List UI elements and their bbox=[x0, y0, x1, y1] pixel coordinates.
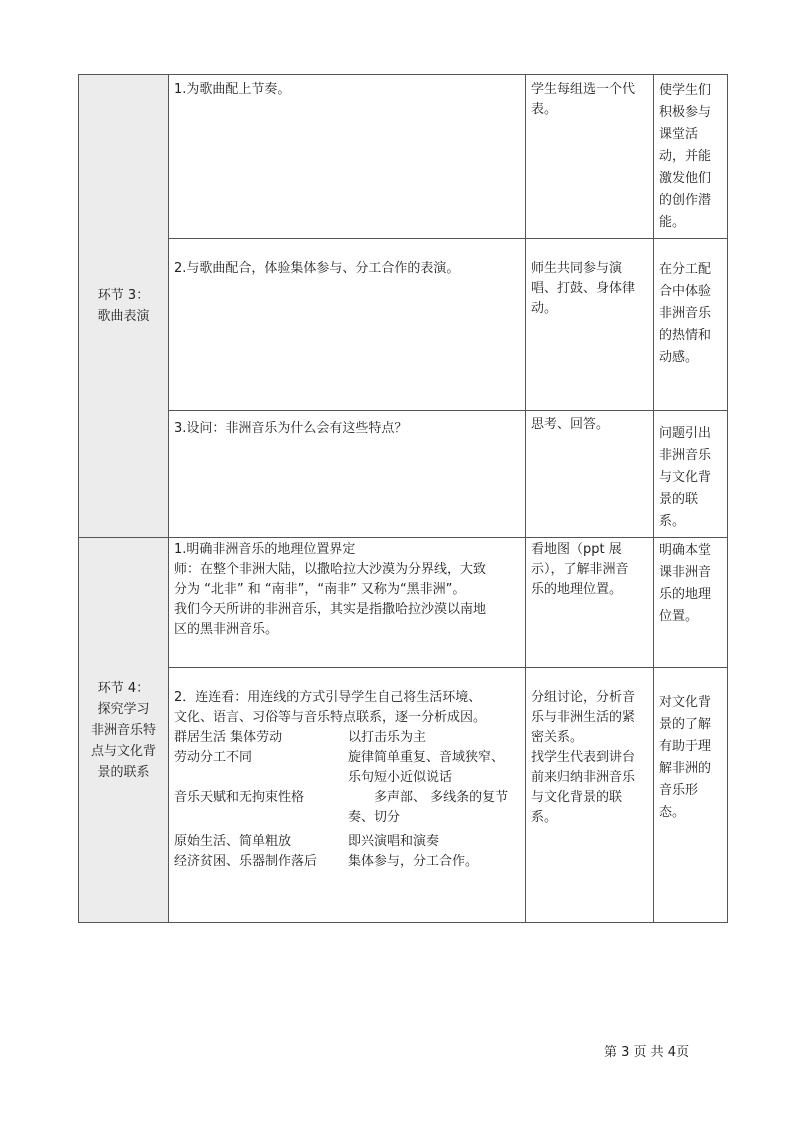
section-title-line: 探究学习 bbox=[97, 701, 150, 717]
student-line: 找学生代表到讲台 bbox=[531, 750, 636, 765]
purpose-line: 对文化背 bbox=[659, 695, 712, 710]
purpose-line: 解非洲的 bbox=[659, 761, 712, 776]
match-right-item: 以打击乐为主 bbox=[348, 730, 427, 745]
purpose-line: 景的联 bbox=[659, 492, 699, 507]
purpose-line: 与文化背 bbox=[659, 470, 712, 485]
student-line: 表。 bbox=[531, 102, 558, 117]
student-activity bbox=[526, 75, 654, 239]
student-line: 学生每组选一个代 bbox=[531, 82, 636, 97]
activity-content bbox=[169, 411, 526, 538]
match-pair bbox=[174, 788, 521, 808]
match-right-item: 旋律简单重复、音域狭窄、 bbox=[348, 750, 505, 765]
section-title-line: 非洲音乐特 bbox=[90, 722, 156, 738]
purpose-line: 使学生们 bbox=[659, 83, 712, 98]
content-line: 分为 “北非” 和 “南非”，“南非” 又称为“黑非洲”。 bbox=[174, 582, 466, 597]
table-row bbox=[79, 239, 728, 411]
purpose-line: 音乐形 bbox=[659, 783, 699, 798]
purpose-line: 景的了解 bbox=[659, 717, 712, 732]
purpose-line: 课堂活 bbox=[659, 127, 699, 142]
content-line: 我们今天所讲的非洲音乐，其实是指撒哈拉沙漠以南地 bbox=[174, 602, 487, 617]
section-title-line: 歌曲表演 bbox=[97, 309, 150, 324]
student-line: 分组讨论，分析音 bbox=[531, 690, 636, 705]
section-title-line: 环节 3： bbox=[97, 288, 150, 303]
match-pair bbox=[174, 808, 521, 828]
student-line: 看地图（ppt 展 bbox=[531, 542, 622, 557]
table-row bbox=[79, 538, 728, 668]
activity-content bbox=[169, 538, 526, 668]
student-line: 思考、回答。 bbox=[531, 417, 610, 432]
table-row bbox=[79, 668, 728, 923]
match-pair bbox=[174, 768, 521, 788]
student-line: 密关系。 bbox=[531, 730, 584, 745]
purpose-line: 明确本堂 bbox=[659, 543, 712, 558]
student-activity bbox=[526, 411, 654, 538]
student-line: 乐与非洲生活的紧 bbox=[531, 710, 636, 725]
student-line: 系。 bbox=[531, 810, 558, 825]
student-line: 唱、打鼓、身体律 bbox=[531, 281, 636, 296]
lesson-plan-table bbox=[78, 74, 728, 923]
student-activity bbox=[526, 538, 654, 668]
match-pair bbox=[174, 728, 521, 748]
purpose-line: 的创作潜 bbox=[659, 193, 712, 208]
purpose-line: 问题引出 bbox=[659, 426, 712, 441]
design-purpose bbox=[654, 75, 728, 239]
section-3-title bbox=[79, 75, 169, 538]
content-line: 1.明确非洲音乐的地理位置界定 bbox=[174, 542, 356, 557]
student-line: 前来归纳非洲音乐 bbox=[531, 770, 636, 785]
purpose-line: 有助于理 bbox=[659, 739, 712, 754]
activity-content bbox=[169, 239, 526, 411]
student-activity bbox=[526, 668, 654, 923]
match-pair bbox=[174, 832, 521, 852]
design-purpose bbox=[654, 668, 728, 923]
purpose-line: 动，并能 bbox=[659, 149, 712, 164]
match-right-item: 奏、切分 bbox=[348, 810, 401, 825]
content-line: 3.设问：非洲音乐为什么会有这些特点？ bbox=[174, 421, 408, 436]
match-right-item: 即兴演唱和演奏 bbox=[348, 834, 440, 849]
purpose-line: 乐的地理 bbox=[659, 587, 712, 602]
match-left-item: 群居生活 集体劳动 bbox=[174, 730, 283, 745]
match-right-item: 多声部、 多线条的复节 bbox=[348, 790, 509, 805]
match-left-item: 经济贫困、乐器制作落后 bbox=[174, 854, 318, 869]
match-right-item: 集体参与，分工合作。 bbox=[348, 854, 479, 869]
match-left-item: 劳动分工不同 bbox=[174, 750, 253, 765]
match-right-item: 乐句短小近似说话 bbox=[348, 770, 453, 785]
content-line: 区的黑非洲音乐。 bbox=[174, 622, 279, 637]
student-line: 乐的地理位置。 bbox=[531, 582, 623, 597]
purpose-line: 位置。 bbox=[659, 609, 699, 624]
purpose-line: 态。 bbox=[659, 805, 686, 820]
table-row bbox=[79, 411, 728, 538]
match-pair bbox=[174, 748, 521, 768]
content-line: 师：在整个非洲大陆，以撒哈拉大沙漠为分界线，大致 bbox=[174, 562, 487, 577]
page-number-footer: 第 3 页 共 4页 bbox=[604, 1045, 690, 1060]
content-line: 2．连连看：用连线的方式引导学生自己将生活环境、 bbox=[174, 690, 482, 705]
content-line: 文化、语言、习俗等与音乐特点联系，逐一分析成因。 bbox=[174, 710, 487, 725]
section-title-line: 环节 4： bbox=[97, 680, 150, 696]
purpose-line: 能。 bbox=[659, 215, 686, 230]
match-pair bbox=[174, 852, 521, 872]
student-line: 师生共同参与演 bbox=[531, 261, 623, 276]
design-purpose bbox=[654, 239, 728, 411]
table-row bbox=[79, 75, 728, 239]
purpose-line: 非洲音乐 bbox=[659, 306, 712, 321]
content-line: 1.为歌曲配上节奏。 bbox=[174, 82, 291, 97]
purpose-line: 在分工配 bbox=[659, 262, 712, 277]
purpose-line: 课非洲音 bbox=[659, 565, 712, 580]
student-line: 与文化背景的联 bbox=[531, 790, 623, 805]
content-line: 2.与歌曲配合，体验集体参与、分工合作的表演。 bbox=[174, 261, 460, 276]
purpose-line: 积极参与 bbox=[659, 105, 712, 120]
match-left-item bbox=[174, 768, 348, 788]
section-title-line: 景的联系 bbox=[97, 764, 150, 780]
design-purpose bbox=[654, 411, 728, 538]
activity-content bbox=[169, 75, 526, 239]
match-left-item: 原始生活、简单粗放 bbox=[174, 834, 292, 849]
purpose-line: 动感。 bbox=[659, 350, 699, 365]
section-title-line: 点与文化背 bbox=[90, 743, 156, 759]
student-line: 示），了解非洲音 bbox=[531, 562, 629, 577]
purpose-line: 激发他们 bbox=[659, 171, 712, 186]
activity-content bbox=[169, 668, 526, 923]
student-line: 动。 bbox=[531, 301, 558, 316]
purpose-line: 非洲音乐 bbox=[659, 448, 712, 463]
design-purpose bbox=[654, 538, 728, 668]
match-left-item bbox=[174, 808, 348, 828]
purpose-line: 系。 bbox=[659, 514, 686, 529]
purpose-line: 的热情和 bbox=[659, 328, 712, 343]
match-left-item: 音乐天赋和无拘束性格 bbox=[174, 790, 305, 805]
purpose-line: 合中体验 bbox=[659, 284, 712, 299]
student-activity bbox=[526, 239, 654, 411]
section-4-title bbox=[79, 538, 169, 923]
